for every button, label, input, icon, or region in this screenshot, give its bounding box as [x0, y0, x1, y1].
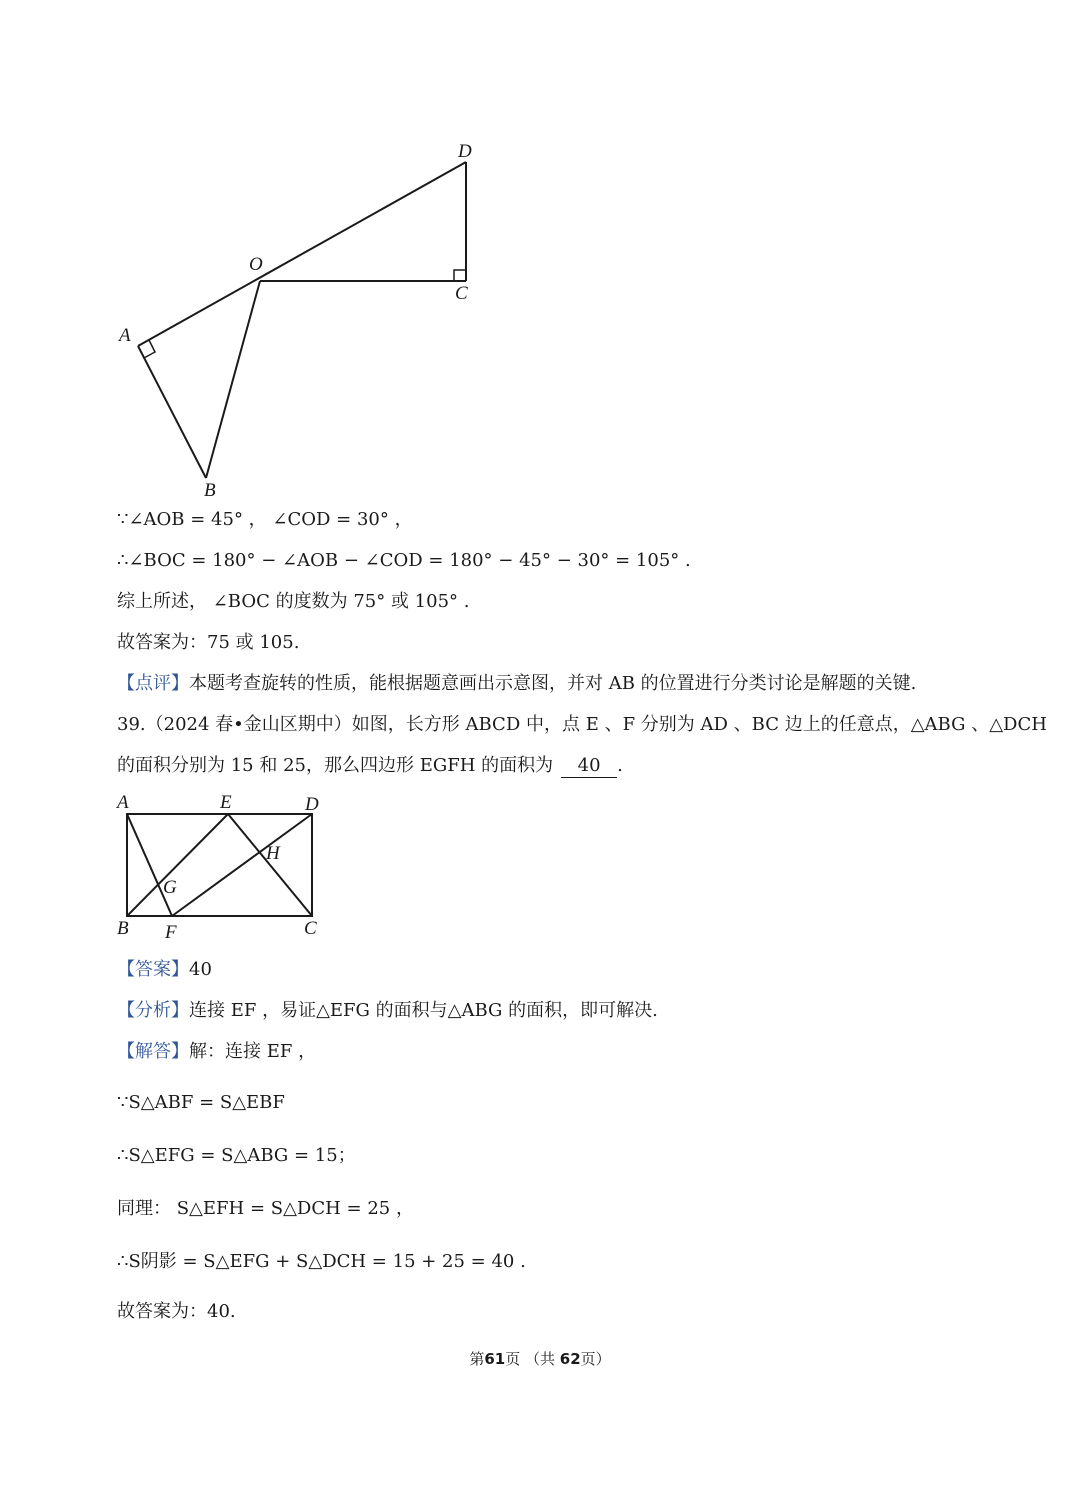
- text-line: ∴∠BOC = 180° − ∠AOB − ∠COD = 180° − 45° − 30° = 105° .: [117, 550, 691, 571]
- segment-a-f: [127, 814, 172, 916]
- current-page-number: 61: [484, 1350, 506, 1368]
- label-h: H: [266, 843, 280, 864]
- solution-text: 解：连接 EF ，: [189, 1041, 317, 1062]
- label-o: O: [249, 254, 263, 275]
- solution-tag: 【解答】: [117, 1041, 189, 1062]
- answer-tag: 【答案】: [117, 959, 189, 980]
- segment-a-b: [138, 346, 206, 478]
- total-page-number: 62: [559, 1350, 581, 1368]
- comment-line: [117, 669, 1017, 699]
- segment-f-d: [172, 814, 312, 916]
- problem-39-text: 的面积分别为 15 和 25，那么四边形 EGFH 的面积为: [117, 755, 554, 776]
- segment-a-d: [138, 162, 466, 346]
- label-c: C: [455, 283, 468, 304]
- label-b: B: [204, 480, 216, 501]
- text-line: 综上所述， ∠BOC 的度数为 75° 或 105° .: [117, 591, 470, 612]
- right-angle-mark-c: [454, 270, 466, 281]
- label-d: D: [458, 141, 472, 162]
- label-b: B: [117, 918, 129, 939]
- problem-39-line-1: 39.（2024 春•金山区期中）如图，长方形 ABCD 中，点 E 、F 分别为 AD 、BC 边上的任意点，△ABG 、△DCH: [117, 714, 1047, 735]
- figure-rotation-diagram: [100, 130, 500, 510]
- solution-step: ∴S阴影 = S△EFG + S△DCH = 15 + 25 = 40 .: [117, 1251, 526, 1272]
- comment-tag: 【点评】: [117, 673, 189, 694]
- answer-blank: 40: [561, 755, 617, 778]
- solution-conclusion: 故答案为：40.: [117, 1301, 236, 1322]
- label-f: F: [165, 922, 177, 943]
- label-a: A: [117, 792, 129, 813]
- segment-e-b: [127, 814, 228, 916]
- problem-39-line-2: [117, 751, 1017, 781]
- footer-mid: 页 （共: [505, 1350, 560, 1368]
- label-a: A: [119, 325, 131, 346]
- page-footer: [0, 1348, 1080, 1369]
- problem-39-end: .: [617, 755, 623, 776]
- label-g: G: [163, 877, 177, 898]
- text-line: ∵∠AOB = 45° ， ∠COD = 30° ，: [117, 509, 413, 530]
- segment-o-b: [206, 281, 260, 478]
- solution-step: ∴S△EFG = S△ABG = 15；: [117, 1145, 356, 1166]
- rectangle-abcd: [127, 814, 312, 916]
- analysis-text: 连接 EF ，易证△EFG 的面积与△ABG 的面积，即可解决.: [189, 1000, 658, 1021]
- comment-text: 本题考查旋转的性质，能根据题意画出示意图，并对 AB 的位置进行分类讨论是解题的关键.: [189, 673, 917, 694]
- footer-suffix: 页）: [580, 1350, 611, 1368]
- solution-step: ∵S△ABF = S△EBF: [117, 1092, 285, 1113]
- footer-prefix: 第: [469, 1350, 485, 1368]
- text-line: 故答案为：75 或 105.: [117, 632, 300, 653]
- solution-line: [117, 1037, 1017, 1067]
- solution-step: 同理： S△EFH = S△DCH = 25 ，: [117, 1198, 414, 1219]
- label-c: C: [304, 918, 317, 939]
- answer-text: 40: [189, 959, 212, 980]
- label-e: E: [220, 792, 232, 813]
- analysis-line: [117, 996, 1017, 1026]
- figure-rectangle-diagram: [100, 790, 340, 950]
- answer-line: [117, 955, 1017, 985]
- analysis-tag: 【分析】: [117, 1000, 189, 1021]
- label-d: D: [305, 794, 319, 815]
